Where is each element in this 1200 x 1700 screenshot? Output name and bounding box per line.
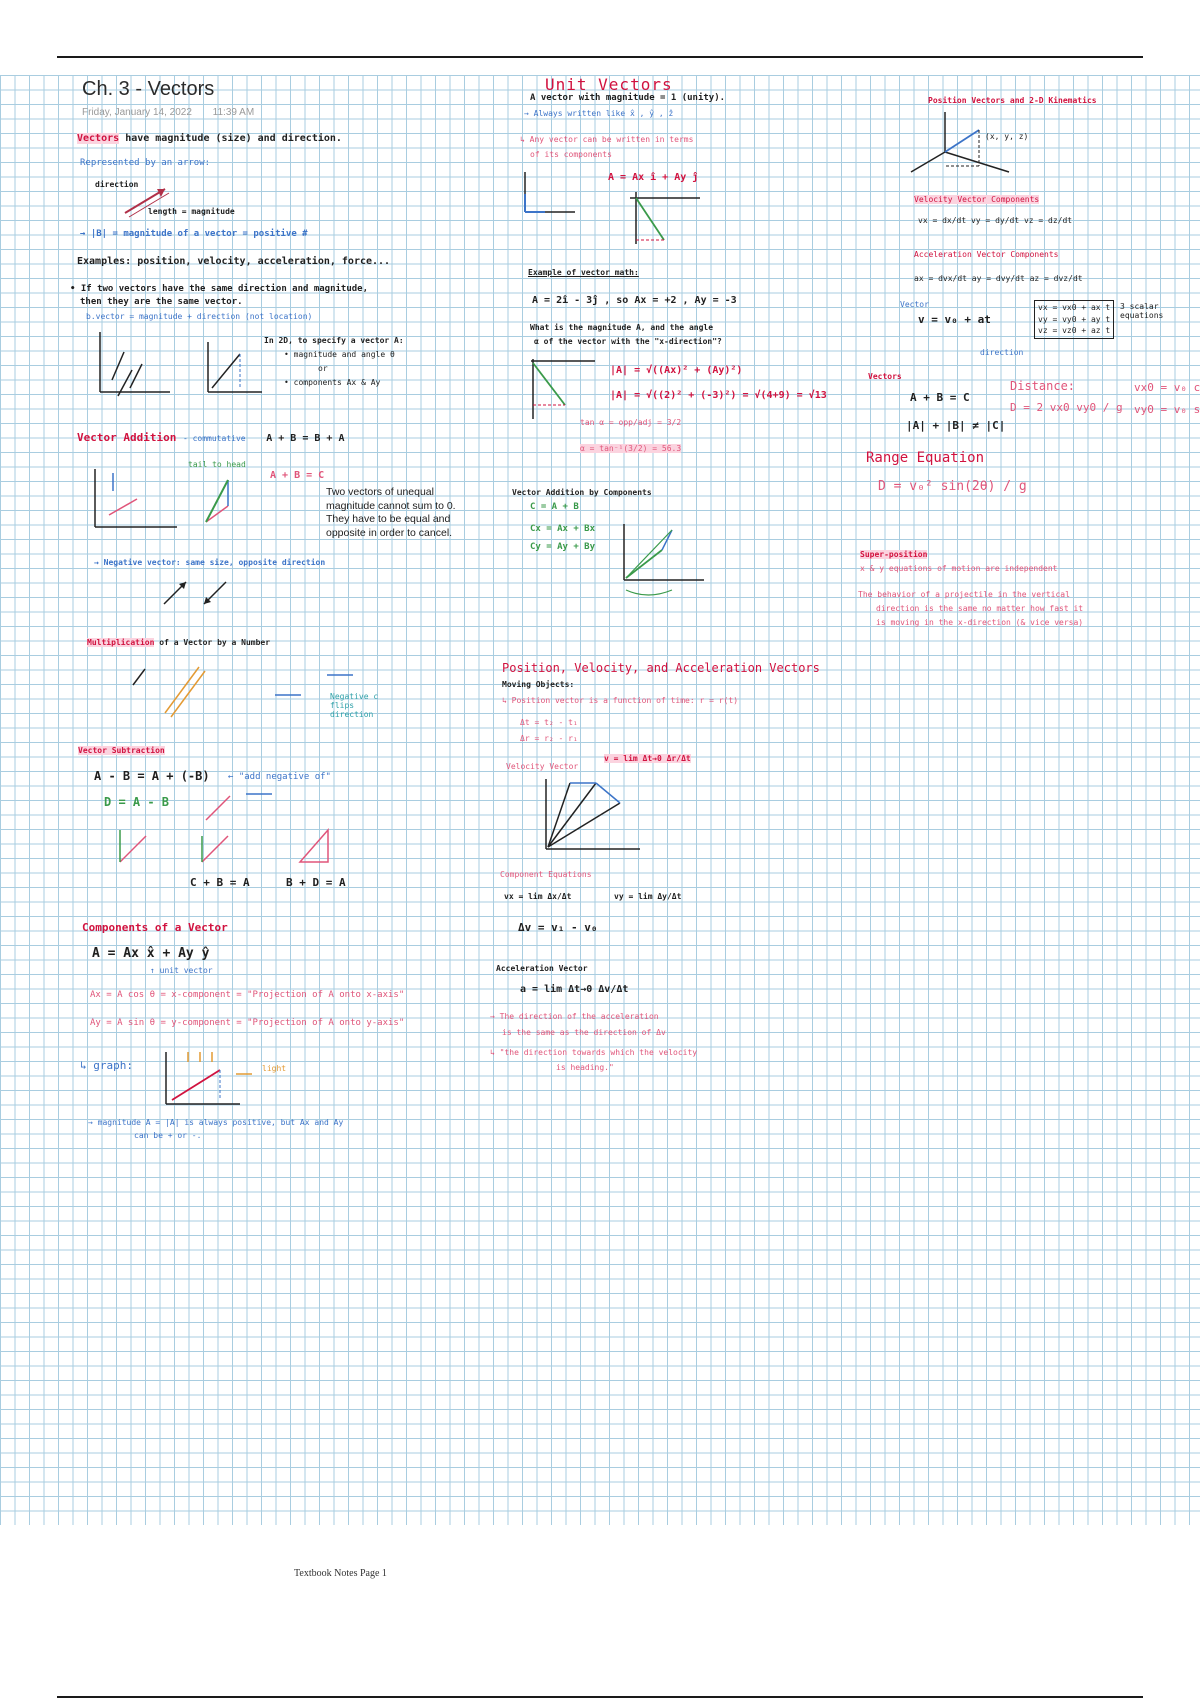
acceleration-heading: Acceleration Vector <box>496 964 588 973</box>
accel-note-1: → The direction of the acceleration <box>490 1012 659 1021</box>
alpha-equation: α = tan⁻¹(3/2) = 56.3 <box>580 444 682 453</box>
same-vector-line-1: • If two vectors have the same direction and magnitude, <box>70 284 369 294</box>
specify-line-2: • magnitude and angle θ <box>284 350 395 359</box>
d-equation: D = A - B <box>104 795 170 809</box>
delta-v-equation: Δv = v₁ - v₀ <box>518 921 598 934</box>
page-meta <box>82 107 254 118</box>
represented-text: Represented by an arrow: <box>80 158 211 168</box>
unequal-magnitude-note: Two vectors of unequal magnitude cannot sum to 0. They have to be equal and opposite in order to cancel. <box>326 486 456 539</box>
cy-equation: Cy = Ay + By <box>530 542 596 552</box>
commutative-label: - commutative <box>182 434 246 443</box>
tan-equation: tan α = opp/adj = 3/2 <box>580 418 682 427</box>
page-footer: Textbook Notes Page 1 <box>294 1568 387 1579</box>
magnitude-note-1: → magnitude A = |A| is always positive, but Ax and Ay <box>88 1118 344 1127</box>
ay-component-line: Ay = A sin θ = y-component = "Projection of A onto y-axis" <box>90 1018 405 1028</box>
v-equation: v = v₀ + at <box>918 313 991 326</box>
velocity-equations: vx = dx/dt vy = dy/dt vz = dz/dt <box>918 216 1073 225</box>
c-equation: C = A + B <box>530 502 579 512</box>
behavior-line-2: direction is the same no matter how fast it <box>876 604 1084 613</box>
vy0-equation: vy0 = v₀ s <box>1134 403 1200 416</box>
any-vector-line-2: of its components <box>530 150 612 159</box>
unit-axes-diagram <box>515 168 585 228</box>
question-line-1: What is the magnitude A, and the angle <box>530 323 714 332</box>
magnitude-definition: → |B| = magnitude of a vector = positive # <box>80 229 308 239</box>
negative-vector-diagram <box>160 578 240 608</box>
range-heading: Range Equation <box>866 450 985 466</box>
abc-equation: A + B = C <box>910 391 970 404</box>
unit-vector-note: ↑ unit vector <box>150 966 213 975</box>
question-line-2: α of the vector with the "x-direction"? <box>534 337 722 346</box>
moving-objects-label: Moving Objects: <box>502 680 575 689</box>
velocity-equation: v = lim Δt→0 Δr/Δt <box>604 754 691 763</box>
scalar-equations-box <box>1034 300 1114 339</box>
velocity-vector-label: Velocity Vector <box>506 762 579 771</box>
subtraction-heading: Vector Subtraction <box>78 746 165 755</box>
unit-vector-definition: A vector with magnitude = 1 (unity). <box>530 93 726 103</box>
delta-r-line: Δr = r₂ - r₁ <box>520 734 578 743</box>
eq-line-1: vx = vx0 + ax t <box>1038 303 1111 312</box>
magnitude-equation-2: |A| = √((2)² + (-3)²) = √(4+9) = √13 <box>610 390 827 401</box>
multiplication-row <box>87 638 270 647</box>
same-vector-line-3: b.vector = magnitude + direction (not location) <box>86 312 313 321</box>
kinematics-heading: Position Vectors and 2-D Kinematics <box>928 96 1097 105</box>
3d-position-diagram <box>905 108 1015 184</box>
vector-addition-row <box>77 432 345 445</box>
components-addition-diagram <box>612 520 712 620</box>
graph-label: ↳ graph: <box>80 1059 133 1072</box>
accel-note-4: is heading." <box>556 1063 614 1072</box>
same-vectors-diagram <box>92 330 182 400</box>
addition-axes-diagram <box>85 465 185 535</box>
eq-line-2: vy = vy0 + ay t <box>1038 314 1111 324</box>
eq-line-3: vz = vz0 + az t <box>1038 326 1111 336</box>
bottom-rule <box>57 1696 1143 1698</box>
behavior-line-1: The behavior of a projectile in the vertical <box>858 590 1070 599</box>
angle-components-diagram <box>200 340 270 400</box>
magnitude-note-2: can be + or -. <box>134 1131 202 1140</box>
vectors-label: Vectors <box>868 372 902 381</box>
component-equations-label: Component Equations <box>500 870 592 879</box>
same-vector-line-2: then they are the same vector. <box>80 297 243 307</box>
tail-to-head-label: tail to head <box>188 460 246 469</box>
page-title: Ch. 3 - Vectors <box>82 78 215 100</box>
ax-component-line: Ax = A cos θ = x-component = "Projection of A onto x-axis" <box>90 990 405 1000</box>
add-negative-note: ← "add negative of" <box>228 772 331 782</box>
distance-label: Distance: <box>1010 379 1076 393</box>
behavior-line-3: is moving in the x-direction (& vice versa) <box>876 618 1084 627</box>
commutative-equation: A + B = B + A <box>266 433 345 444</box>
page-time: 11:39 AM <box>212 107 255 118</box>
scalar-equations-note: 3 scalar equations <box>1120 302 1164 321</box>
position-heading: Position, Velocity, and Acceleration Vectors <box>502 661 820 675</box>
length-label: length = magnitude <box>148 207 235 216</box>
acceleration-equations: ax = dvx/dt ay = dvy/dt az = dvz/dt <box>914 274 1083 283</box>
accel-note-2: is the same as the direction of Δv <box>502 1028 666 1037</box>
point-label: (x, y, z) <box>985 132 1029 141</box>
vx0-equation: vx0 = v₀ c <box>1134 381 1200 394</box>
components-equation: A = Ax x̂ + Ay ŷ <box>92 946 210 961</box>
example-heading: Example of vector math: <box>528 268 639 277</box>
example-vector-diagram <box>525 355 605 425</box>
multiplication-heading: Multiplication <box>87 638 155 647</box>
subtraction-equation: A - B = A + (-B) <box>94 769 210 783</box>
bda-equation: B + D = A <box>286 876 346 889</box>
superposition-heading: Super-position <box>860 550 928 559</box>
unit-vectors-heading: Unit Vectors <box>545 75 673 94</box>
tail-to-head-diagram <box>200 470 270 530</box>
subtraction-diagram <box>110 790 350 870</box>
specify-line-3: or <box>318 364 328 373</box>
vectors-intro <box>77 133 342 145</box>
abc-inequality: |A| + |B| ≠ |C| <box>906 419 1006 432</box>
negative-vector-line: → Negative vector: same size, opposite direction <box>94 558 326 567</box>
always-written-note: → Always written like x̂ , ŷ , ẑ <box>524 109 674 118</box>
distance-equation: D = 2 vx0 vy0 / g <box>1010 401 1123 414</box>
direction-label: direction <box>95 180 139 189</box>
delta-t-line: Δt = t₂ - t₁ <box>520 718 578 727</box>
vector-label: Vector <box>900 300 929 309</box>
vx-equation: vx = lim Δx/Δt <box>504 892 572 901</box>
superposition-subtext: x & y equations of motion are independent <box>860 564 1058 573</box>
magnitude-equation-1: |A| = √((Ax)² + (Ay)²) <box>610 365 743 376</box>
direction-note: direction <box>980 348 1024 357</box>
range-equation: D = v₀² sin(2θ) / g <box>878 479 1027 494</box>
any-vector-line-1: ↳ Any vector can be written in terms <box>520 135 694 144</box>
acceleration-equation: a = lim Δt→0 Δv/Δt <box>520 984 629 995</box>
components-graph <box>160 1048 290 1112</box>
velocity-diagram <box>540 775 650 855</box>
examples-line: Examples: position, velocity, acceleration, force... <box>77 256 391 267</box>
a-components-equation: A = Ax î + Ay ĵ <box>608 172 699 183</box>
example-equation: A = 2î - 3ĵ , so Ax = +2 , Ay = -3 <box>532 295 737 306</box>
cx-equation: Cx = Ax + Bx <box>530 524 596 534</box>
acceleration-components-label: Acceleration Vector Components <box>914 250 1059 259</box>
vy-equation: vy = lim Δy/Δt <box>614 892 682 901</box>
sum-equation: A + B = C <box>270 470 325 481</box>
vectors-heading: Vectors <box>77 133 120 144</box>
top-rule <box>57 56 1143 58</box>
accel-note-3: ↳ "the direction towards which the velocity <box>490 1048 698 1057</box>
vectors-intro-text: have magnitude (size) and direction. <box>125 133 342 144</box>
negative-c-note: Negative c flips direction <box>330 692 379 720</box>
page-date: Friday, January 14, 2022 <box>82 107 192 118</box>
light-label: light <box>262 1064 287 1073</box>
specify-line-1: In 2D, to specify a vector A: <box>264 336 404 345</box>
specify-line-4: • components Ax & Ay <box>284 378 381 387</box>
addition-components-heading: Vector Addition by Components <box>512 488 652 497</box>
components-heading: Components of a Vector <box>82 921 228 934</box>
multiplication-rest: of a Vector by a Number <box>159 638 271 647</box>
position-function: ↳ Position vector is a function of time: r = r(t) <box>502 696 739 705</box>
a-components-diagram <box>600 188 710 248</box>
velocity-components-label: Velocity Vector Components <box>914 195 1040 204</box>
cba-equation: C + B = A <box>190 876 250 889</box>
vector-addition-heading: Vector Addition <box>77 431 177 444</box>
